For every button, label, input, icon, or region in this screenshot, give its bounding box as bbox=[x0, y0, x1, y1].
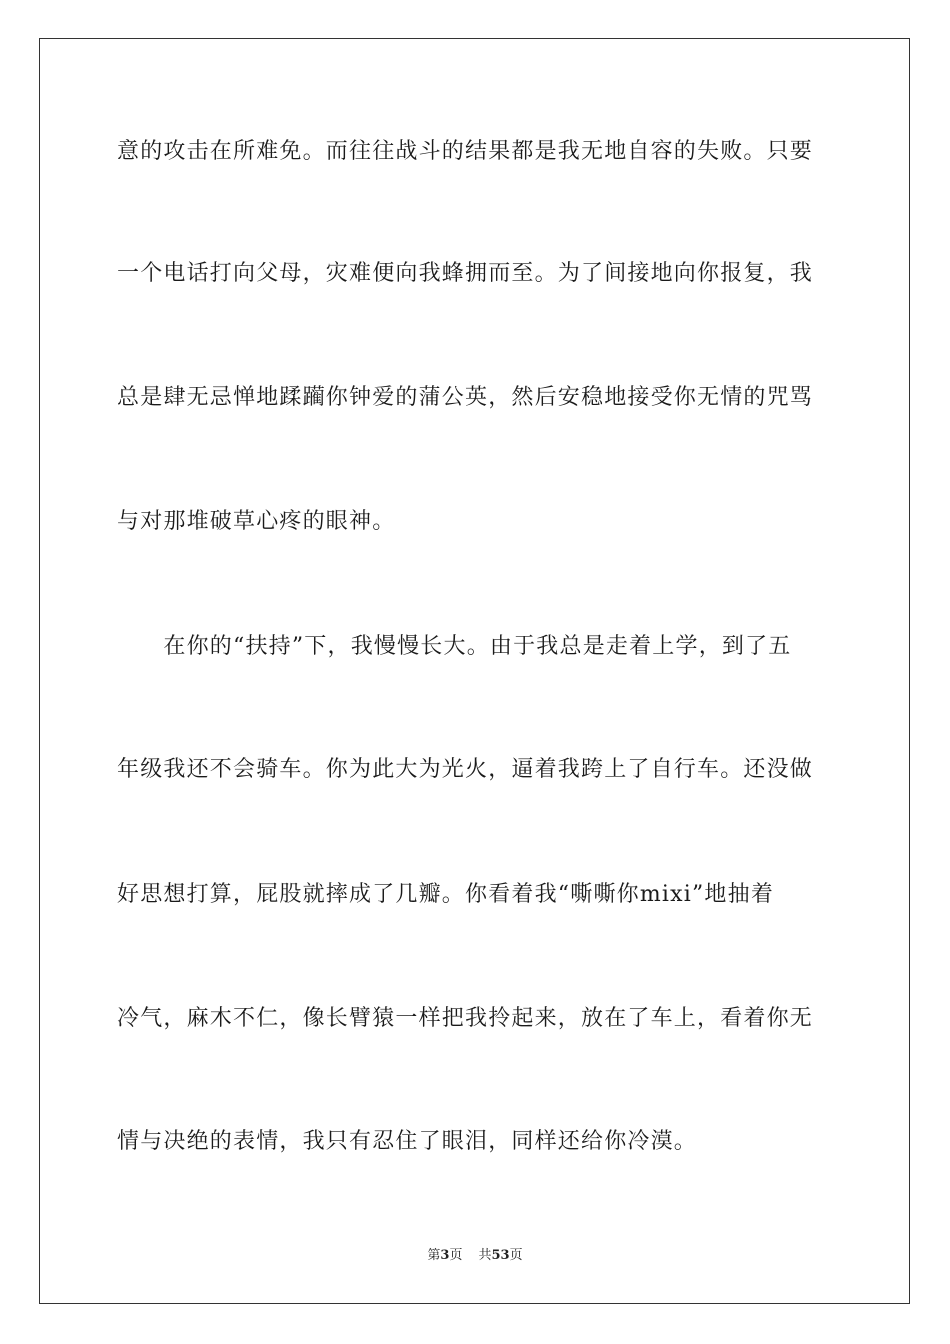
page-suffix: 页 bbox=[449, 1248, 463, 1263]
text-line: 冷气，麻木不仁，像长臂猿一样把我拎起来，放在了车上，看着你无 bbox=[117, 1006, 814, 1031]
total-pages: 53 bbox=[491, 1248, 510, 1263]
page-footer bbox=[0, 1247, 950, 1265]
text-line: 年级我还不会骑车。你为此大为光火，逼着我跨上了自行车。还没做 bbox=[117, 757, 814, 782]
text-line: 总是肆无忌惮地蹂躏你钟爱的蒲公英，然后安稳地接受你无情的咒骂 bbox=[117, 385, 814, 410]
text-line: 与对那堆破草心疼的眼神。 bbox=[117, 509, 396, 534]
text-line: 意的攻击在所难免。而往往战斗的结果都是我无地自容的失败。只要 bbox=[117, 139, 814, 164]
text-line: 在你的“扶持”下，我慢慢长大。由于我总是走着上学，到了五 bbox=[117, 634, 792, 659]
text-line: 情与决绝的表情，我只有忍住了眼泪，同样还给你冷漠。 bbox=[117, 1129, 698, 1154]
text-line: 好思想打算，屁股就摔成了几瓣。你看着我“嘶嘶你mixi”地抽着 bbox=[117, 882, 775, 907]
total-prefix: 共 bbox=[478, 1248, 492, 1263]
page-border bbox=[39, 38, 910, 1304]
page-number: 3 bbox=[440, 1248, 450, 1263]
text-line: 一个电话打向父母，灾难便向我蜂拥而至。为了间接地向你报复，我 bbox=[117, 261, 814, 286]
total-suffix: 页 bbox=[509, 1248, 523, 1263]
page-prefix: 第 bbox=[427, 1248, 441, 1263]
